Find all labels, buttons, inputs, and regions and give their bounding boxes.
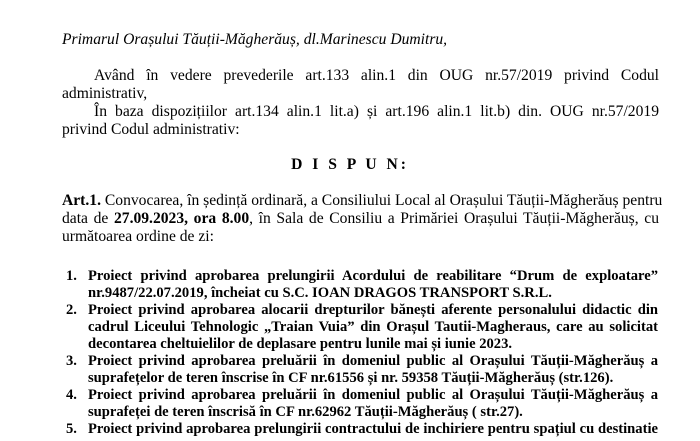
mayor-line: Primarul Orașului Tăuții-Măgherăuș, dl.Marinescu Dumitru, (62, 31, 448, 48)
art1-date-time: 27.09.2023, ora 8.00 (113, 210, 250, 227)
agenda-item-4-number: 4. (66, 387, 77, 403)
dispun-title: D I S P U N: (291, 156, 409, 173)
art1-label: Art.1. (62, 192, 101, 209)
agenda-item-4-line-1: Proiect privind aprobarea preluării în domeniul public al Orașului Tăuții-Măgherăuș a (88, 387, 658, 403)
art1-line1 (62, 192, 663, 210)
agenda-item-2-line-2: cadrul Liceului Tehnologic „Traian Vuia” din Orașul Tautii-Magheraus, care au solicitat (88, 319, 658, 335)
agenda-item-3-number: 3. (66, 353, 77, 369)
agenda-item-1-line-1: Proiect privind aprobarea prelungirii Acordului de reabilitare “Drum de exploatare” (88, 268, 658, 284)
preamble-p2-line2: privind Codul administrativ: (62, 121, 240, 138)
agenda-item-3-line-2: suprafețelor de teren înscrise în CF nr.61556 și nr. 59358 Tăuții-Măgherăuș (str.126). (88, 370, 614, 386)
agenda-item-1-number: 1. (66, 268, 77, 284)
preamble-p1-line2: administrativ, (62, 85, 148, 102)
agenda-item-2-line-1: Proiect privind aprobarea alocarii drepturilor bănești aferente personalului didactic din (88, 302, 658, 318)
preamble-p1-line1: Având în vedere prevederile art.133 alin.1 din OUG nr.57/2019 privind Codul (94, 67, 659, 84)
art1-line1-text: Convocarea, în ședință ordinară, a Consiliului Local al Orașului Tăuții-Măgherăuș pentru (100, 192, 663, 209)
agenda-item-4-line-2: suprafeței de teren înscrisă în CF nr.62962 Tăuții-Măgherăuș ( str.27). (88, 404, 523, 420)
agenda-item-3-line-1: Proiect privind aprobarea preluării în domeniul public al Orașului Tăuții-Măgherăuș a (88, 353, 658, 369)
preamble-p2-line1: În baza dispozițiilor art.134 alin.1 lit.a) și art.196 alin.1 lit.b) din. OUG nr.57/2019 (94, 103, 659, 120)
agenda-item-2-number: 2. (66, 302, 77, 318)
art1-line3: următoarea ordine de zi: (62, 228, 214, 245)
art1-line2-pre: data de (62, 210, 114, 227)
agenda-item-5-line-1: Proiect privind aprobarea prelungirii contractului de inchiriere pentru spațiul cu destinatie (88, 421, 658, 437)
art1-line2 (62, 210, 659, 228)
agenda-item-5-number: 5. (66, 421, 77, 437)
agenda-item-1-line-2: nr.9487/22.07.2019, încheiat cu S.C. IOAN DRAGOS TRANSPORT S.R.L. (88, 285, 552, 301)
art1-line2-post: , în Sala de Consiliu a Primăriei Orașului Tăuții-Măgherăuș, cu (249, 210, 659, 227)
agenda-item-2-line-3: decontarea cheltuielilor de deplasare pentru lunile mai și iunie 2023. (88, 336, 513, 352)
